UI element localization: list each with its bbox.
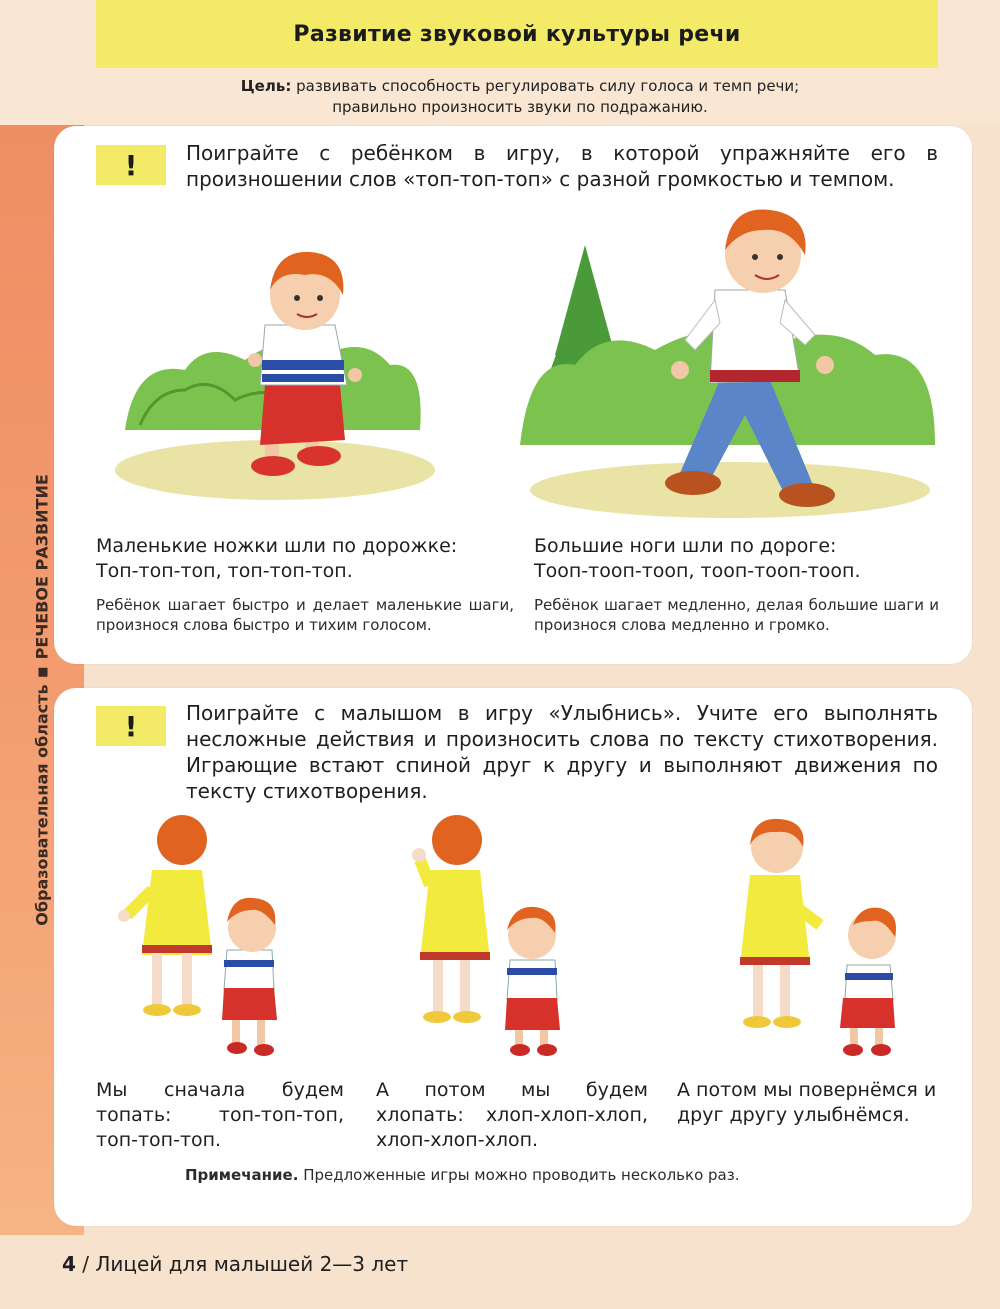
smiling-illustration (715, 815, 915, 1060)
left-verse-line2: Топ-топ-топ, топ-топ-топ. (96, 560, 353, 582)
mother-dress (142, 870, 212, 955)
right-verse-line2: Тооп-тооп-тооп, тооп-тооп-тооп. (534, 560, 861, 582)
exercise1-left-verse (96, 534, 514, 584)
left-sandal (251, 456, 295, 476)
road-ground (530, 462, 930, 518)
exercise1-right-note: Ребёнок шагает медленно, делая большие шаги и произнося слова медленно и громко. (534, 596, 939, 634)
title-banner (96, 0, 938, 68)
sidebar-label (33, 474, 52, 926)
remark (185, 1166, 739, 1184)
exercise2-col3: А потом мы повернёмся и друг другу улыбнёмся. (677, 1079, 937, 1126)
left-verse-line1: Маленькие ножки шли по дорожке: (96, 535, 458, 557)
goal-text (120, 76, 920, 118)
exercise2-instruction: Поиграйте с малышом в игру «Улыбнись». Учите его выполнять несложные действия и произносить слова по тексту стихотворения. Играющие встают спиной друг к другу и выполняют движения по тексту стихотворения. (186, 701, 938, 803)
exercise1-instruction: Поиграйте с ребёнком в игру, в которой упражняйте его в произношении слов «топ-топ-топ» с разной громкостью и темпом. (186, 141, 938, 191)
mother-dress-3 (740, 875, 810, 965)
page-title: Развитие звуковой культуры речи (293, 21, 741, 47)
red-shorts (260, 385, 345, 445)
right-verse-line1: Большие ноги шли по дороге: (534, 535, 837, 557)
exclamation-icon-2: ! (96, 706, 166, 746)
page-number: 4 (62, 1252, 76, 1276)
sidebar-section: РЕЧЕВОЕ РАЗВИТИЕ (32, 474, 52, 660)
remark-label: Примечание. (185, 1166, 299, 1184)
exercise2-col2: А потом мы будем хлопать: хлоп-хлоп-хлоп, хлоп-хлоп-хлоп. (376, 1079, 648, 1151)
mother-head (157, 815, 207, 865)
right-sandal (297, 446, 341, 466)
exercise2-col1: Мы сначала будем топать: топ-топ-топ, топ-топ-топ. (96, 1079, 344, 1151)
book-title: / Лицей для малышей 2—3 лет (82, 1252, 409, 1276)
exercise1-right-verse (534, 534, 944, 584)
page-footer (62, 1252, 408, 1276)
goal-line2: правильно произносить звуки по подражанию. (332, 98, 708, 116)
small-boy-walking-illustration (115, 240, 435, 515)
remark-text: Предложенные игры можно проводить несколько раз. (303, 1166, 740, 1184)
sidebar-area: Образовательная область (32, 684, 52, 926)
exercise1-left-note: Ребёнок шагает быстро и делает маленькие шаги, произнося слова быстро и тихим голосом. (96, 596, 514, 634)
exclamation-icon: ! (96, 145, 166, 185)
stomping-illustration (112, 810, 312, 1065)
big-boy-walking-illustration (515, 205, 945, 520)
square-bullet-icon (39, 667, 48, 676)
goal-label: Цель: (240, 77, 292, 95)
goal-line1: развивать способность регулировать силу голоса и темп речи; (296, 77, 800, 95)
clapping-illustration (395, 810, 595, 1065)
